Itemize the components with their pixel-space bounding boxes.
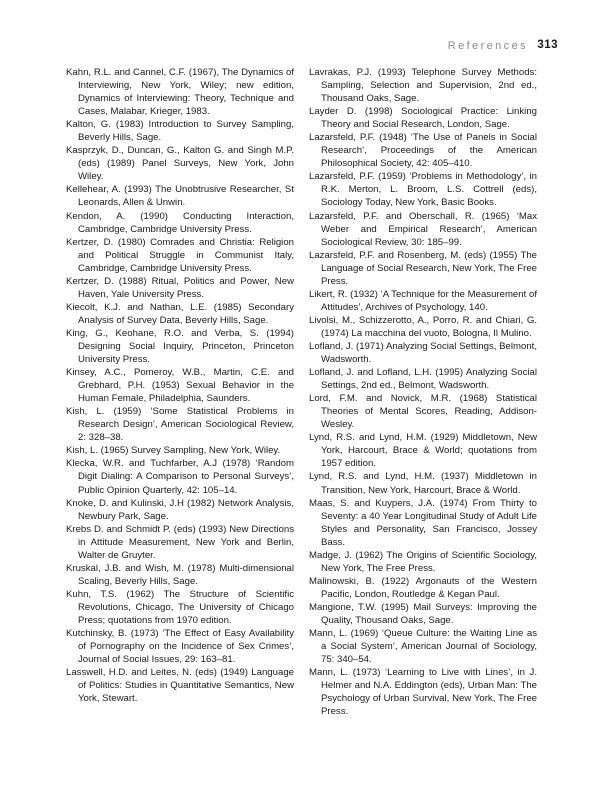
reference-entry: Malinowski, B. (1922) Argonauts of the Western Pacific, London, Routledge & Kegan Paul. [309, 575, 537, 600]
reference-entry: Lord, F.M. and Novick, M.R. (1968) Statistical Theories of Mental Scores, Reading, Addison-Wesley. [309, 393, 537, 431]
reference-entry: Lazarsfeld, P.F. and Oberschall, R. (1965) ‘Max Weber and Empirical Research’, American Sociological Review, 30: 185–99. [309, 210, 537, 248]
reference-entry: Kahn, R.L. and Cannel, C.F. (1967), The Dynamics of Interviewing, New York, Wiley; new edition, Dynamics of Interviewing: Theory, Technique and Cases, Malabar, Krieger, 1983. [66, 67, 294, 118]
reference-entry: Mangione, T.W. (1995) Mail Surveys: Improving the Quality, Thousand Oaks, Sage. [309, 601, 537, 626]
reference-entry: Layder D. (1998) Sociological Practice: Linking Theory and Social Research, London, Sage. [309, 106, 537, 131]
running-header: References [447, 40, 528, 52]
reference-entry: Kutchinsky, B. (1973) ‘The Effect of Easy Availability of Pornography on the Incidence of Sex Crimes’, Journal of Social Issues, 29: 163–81. [66, 628, 294, 666]
reference-entry: Kish, L. (1965) Survey Sampling, New York, Wiley. [66, 445, 281, 457]
reference-entry: Lynd, R.S. and Lynd, H.M. (1937) Middletown in Transition, New York, Harcourt, Brace & World. [309, 471, 537, 496]
reference-entry: Kiecolt, K.J. and Nathan, L.E. (1985) Secondary Analysis of Survey Data, Beverly Hills, Sage. [66, 301, 294, 326]
reference-entry: Kertzer, D. (1988) Ritual, Politics and Power, New Haven, Yale University Press. [66, 275, 294, 300]
reference-entry: Likert, R. (1932) ‘A Technique for the Measurement of Attitudes’, Archives of Psychology, 140. [309, 288, 537, 313]
reference-entry: Knoke, D. and Kulinski, J.H (1982) Network Analysis, Newbury Park, Sage. [66, 497, 294, 522]
reference-entry: King, G., Keohane, R.O. and Verba, S. (1994) Designing Social Inquiry, Princeton, Princeton University Press. [66, 327, 294, 366]
reference-entry: Maas, S. and Kuypers, J.A. (1974) From Thirty to Seventy: a 40 Year Longitudinal Study of Adult Life Styles and Personality, San Francisco, Jossey Bass. [309, 497, 537, 548]
references-right-column [309, 66, 537, 718]
reference-entry: Kellehear, A. (1993) The Unobtrusive Researcher, St Leonards, Allen & Unwin. [66, 184, 294, 209]
reference-entry: Lofland, J. (1971) Analyzing Social Settings, Belmont, Wadsworth. [309, 340, 537, 366]
reference-entry: Kuhn, T.S. (1962) The Structure of Scientific Revolutions, Chicago, The University of Chicago Press; quotations from 1970 edition. [66, 588, 294, 626]
reference-entry: Mann, L. (1973) ‘Learning to Live with Lines’, in J. Helmer and N.A. Eddington (eds), Urban Man: The Psychology of Urban Survival, New York, The Free Press. [309, 667, 537, 718]
reference-entry: Livolsi, M., Schizzerotto, A., Porro, R. and Chiari, G. (1974) La macchina del vuoto, Bologna, Il Mulino. [309, 314, 537, 339]
reference-entry: Lofland, J. and Lofland, L.H. (1995) Analyzing Social Settings, 2nd ed., Belmont, Wadsworth. [309, 367, 537, 392]
reference-entry: Kendon, A. (1990) Conducting Interaction, Cambridge, Cambridge University Press. [66, 210, 294, 235]
reference-entry: Madge, J. (1962) The Origins of Scientific Sociology, New York, The Free Press. [309, 549, 537, 574]
page-number: 313 [537, 39, 558, 51]
reference-entry: Lynd, R.S. and Lynd, H.M. (1929) Middletown, New York, Harcourt, Brace & World; quotations from 1957 edition. [309, 432, 537, 470]
reference-entry: Lasswell, H.D. and Leites, N. (eds) (1949) Language of Politics: Studies in Quantitative Semantics, New York, Stewart. [66, 667, 294, 705]
reference-entry: Kish, L. (1959) ‘Some Statistical Problems in Research Design’, American Sociological Review, 2: 328–38. [66, 406, 294, 444]
reference-entry: Lazarsfeld, P.F. and Rosenberg, M. (eds) (1955) The Language of Social Research, New York, The Free Press. [309, 249, 537, 287]
reference-entry: Kertzer, D. (1980) Comrades and Christia: Religion and Political Struggle in Communist Italy, Cambridge, Cambridge University Press. [66, 236, 294, 274]
reference-entry: Kasprzyk, D., Duncan, G., Kalton G. and Singh M.P. (eds) (1989) Panel Surveys, New York, John Wiley. [66, 145, 294, 183]
references-left-column [66, 66, 294, 705]
reference-entry: Mann, L. (1969) ‘Queue Culture: the Waiting Line as a Social System’, American Journal of Sociology, 75: 340–54. [309, 628, 537, 666]
reference-entry: Kinsey, A.C., Pomeroy, W.B., Martin, C.E. and Grebhard, P.H. (1953) Sexual Behavior in the Human Female, Philadelphia, Saunders. [66, 367, 294, 405]
reference-entry: Lazarsfeld, P.F. (1948) ‘The Use of Panels in Social Research’, Proceedings of the American Philosophical Society, 42: 405–410. [309, 132, 537, 170]
reference-entry: Krebs D. and Schmidt P. (eds) (1993) New Directions in Attitude Measurement, New York and Berlin, Walter de Gruyter. [66, 523, 294, 561]
reference-entry: Kalton, G. (1983) Introduction to Survey Sampling, Beverly Hills, Sage. [66, 119, 294, 144]
reference-entry: Lavrakas, P.J. (1993) Telephone Survey Methods: Sampling, Selection and Supervision, 2nd ed., Thousand Oaks, Sage. [309, 67, 537, 105]
reference-entry: Klecka, W.R. and Tuchfarber, A.J (1978) ‘Random Digit Dialing: A Comparison to Personal Surveys’, Public Opinion Quarterly, 42: 105–14. [66, 458, 294, 496]
reference-entry: Kruskal, J.B. and Wish, M. (1978) Multi-dimensional Scaling, Beverly Hills, Sage. [66, 562, 294, 587]
reference-entry: Lazarsfeld, P.F. (1959) ‘Problems in Methodology’, in R.K. Merton, L. Broom, L.S. Cottrell (eds), Sociology Today, New York, Basic Books. [309, 171, 537, 209]
